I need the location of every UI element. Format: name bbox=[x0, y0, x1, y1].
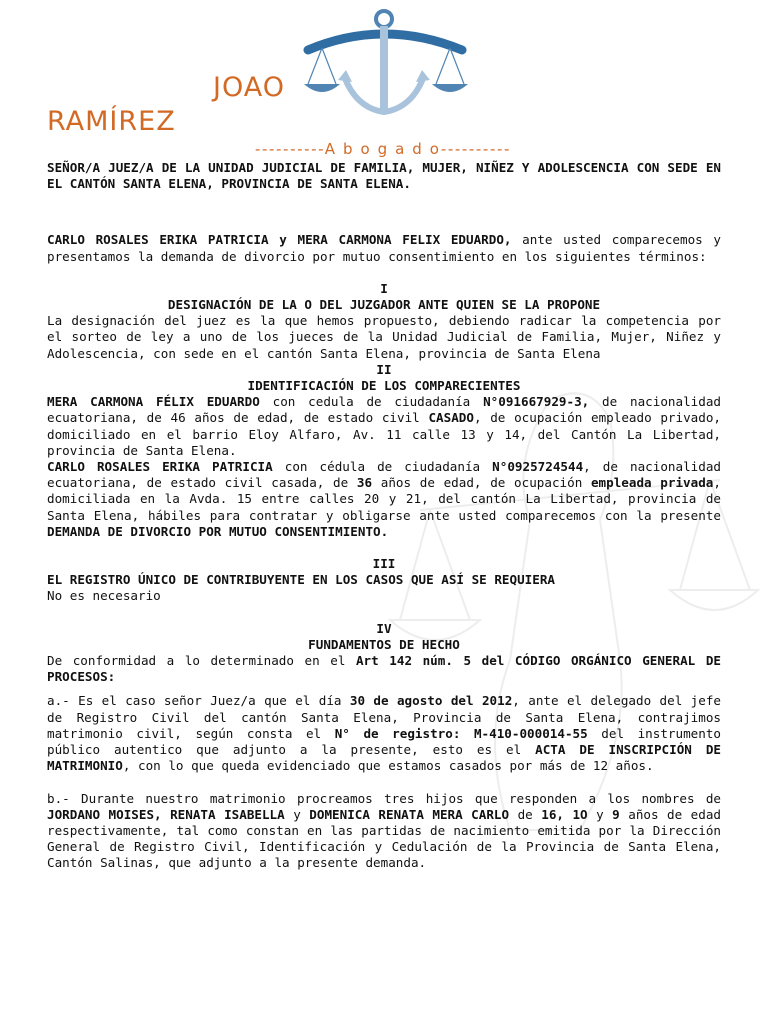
text-span: , de nacionalidad ecuatoriana, de estado civil casada, de bbox=[47, 459, 721, 491]
text-span: , de ocupación empleado privado, domiciliado en el barrio Eloy Alfaro, Av. 11 calle 13 y 14, del Cantón La Libertad, provincia de Santa Elena. bbox=[47, 410, 721, 458]
children-names-2: DOMENICA RENATA MERA CARLO bbox=[309, 806, 510, 822]
intro-text: ante usted comparecemos y presentamos la demanda de divorcio por mutuo consentimiento en los siguientes términos: bbox=[47, 232, 721, 264]
demand-title: DEMANDA DE DIVORCIO POR MUTUO CONSENTIMIENTO. bbox=[47, 523, 389, 539]
text-span: y bbox=[587, 806, 613, 822]
compareciente-1-name: MERA CARMONA FÉLIX EDUARDO bbox=[47, 394, 260, 410]
text-span: a.- Es el caso señor Juez/a que el día bbox=[47, 693, 350, 709]
lawyer-profession: ----------A b o g a d o---------- bbox=[255, 140, 511, 158]
section-3-text: No es necesario bbox=[47, 588, 161, 604]
section-1-text: La designación del juez es la que hemos propuesto, debiendo radicar la competencia por el sorteo de ley a uno de los jueces de la Unidad Judicial de Familia, Mujer, Niñez y Adolescencia, con sede en el cantón Santa Elena, provincia de Santa Elena bbox=[47, 313, 721, 361]
text-span: con cedula de ciudadanía bbox=[259, 394, 484, 410]
scales-of-justice-anchor-logo bbox=[300, 4, 490, 116]
children-ages-1: 16, 1O bbox=[541, 806, 588, 822]
section-3-title: EL REGISTRO ÚNICO DE CONTRIBUYENTE EN LOS CASOS QUE ASÍ SE REQUIERA bbox=[47, 572, 555, 588]
text-span: años de edad, de ocupación bbox=[372, 475, 591, 491]
compareciente-2-age: 36 bbox=[356, 475, 373, 491]
text-span: de bbox=[509, 806, 542, 822]
compareciente-2 bbox=[47, 459, 721, 540]
fact-a bbox=[47, 693, 721, 774]
text-span: del instrumento público autentico que adjunto a la presente, esto es el bbox=[47, 725, 721, 758]
section-3-number: III bbox=[372, 556, 396, 572]
compareciente-2-id: N°0925724544 bbox=[492, 459, 584, 475]
text-span: de nacionalidad ecuatoriana, de 46 años de edad, de estado civil bbox=[47, 394, 721, 426]
fact-b bbox=[47, 791, 721, 872]
legal-reference: Art 142 núm. 5 del CÓDIGO ORGÁNICO GENERAL DE PROCESOS: bbox=[47, 653, 721, 685]
section-4-lead bbox=[47, 653, 721, 685]
text-span: y bbox=[284, 806, 310, 822]
section-4-title: FUNDAMENTOS DE HECHO bbox=[308, 636, 460, 652]
compareciente-1 bbox=[47, 394, 721, 459]
section-1-title: DESIGNACIÓN DE LA O DEL JUZGADOR ANTE QUIEN SE LA PROPONE bbox=[167, 297, 601, 313]
text-span: con cédula de ciudadanía bbox=[272, 459, 493, 475]
section-2-title: IDENTIFICACIÓN DE LOS COMPARECIENTES bbox=[247, 378, 521, 394]
marriage-act: ACTA DE INSCRIPCIÓN DE MATRIMONIO bbox=[47, 742, 721, 774]
salutation: SEÑOR/A JUEZ/A DE LA UNIDAD JUDICIAL DE FAMILIA, MUJER, NIÑEZ Y ADOLESCENCIA CON SEDE EN EL CANTÓN SANTA ELENA, PROVINCIA DE SANTA ELENA. bbox=[47, 160, 721, 192]
compareciente-1-status: CASADO bbox=[428, 410, 474, 426]
text-span: , ante el delegado del jefe de Registro Civil del cantón Santa Elena, Provincia de Santa Elena, contrajimos matrimonio civil, según consta el bbox=[47, 693, 721, 741]
marriage-date: 30 de agosto del 2012 bbox=[349, 693, 513, 709]
section-4-number: IV bbox=[376, 620, 392, 636]
compareciente-2-name: CARLO ROSALES ERIKA PATRICIA bbox=[47, 459, 273, 475]
lawyer-first-name: JOAO bbox=[213, 72, 285, 103]
lawyer-last-name: RAMÍREZ bbox=[47, 106, 176, 137]
intro-parties: CARLO ROSALES ERIKA PATRICIA y MERA CARMONA FELIX EDUARDO, bbox=[47, 232, 512, 248]
section-2-number: II bbox=[376, 361, 392, 377]
section-1-number: I bbox=[380, 280, 388, 296]
children-names-1: JORDANO MOISES, RENATA ISABELLA bbox=[47, 806, 285, 822]
text-span: , domiciliada en la Avda. 15 entre calles 20 y 21, del cantón La Libertad, provincia de Santa Elena, hábiles para contratar y obligarse ante usted comparecemos con la presente bbox=[47, 475, 721, 523]
text-span: , con lo que queda evidenciado que estamos casados por más de 12 años. bbox=[122, 758, 654, 774]
text-span: b.- Durante nuestro matrimonio procreamos tres hijos que responden a los nombres de bbox=[47, 790, 721, 806]
children-age-3: 9 bbox=[612, 806, 620, 822]
text-span: años de edad respectivamente, tal como constan en las partidas de nacimiento emitida por la Dirección General de Registro Civil, Identificación y Cedulación de la Provincia de Santa Elena, Cantón Salinas, que adjunto a la presente demanda. bbox=[47, 806, 722, 871]
document-body bbox=[47, 160, 721, 872]
intro-paragraph bbox=[47, 232, 721, 264]
compareciente-2-job: empleada privada bbox=[590, 475, 714, 491]
compareciente-1-id: N°091667929-3, bbox=[483, 394, 590, 410]
text-span: De conformidad a lo determinado en el bbox=[47, 653, 356, 669]
registry-number: N° de registro: M-410-000014-55 bbox=[334, 725, 588, 741]
